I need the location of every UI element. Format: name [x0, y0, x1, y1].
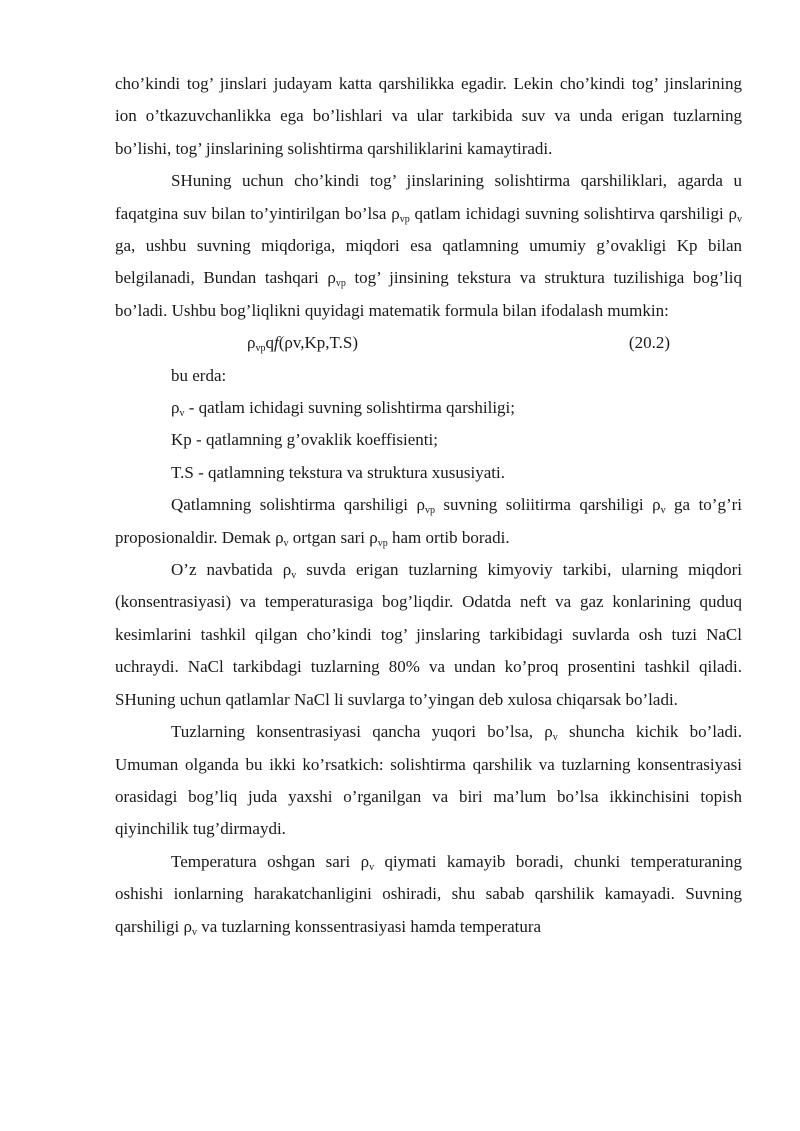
- paragraph-2: [115, 165, 742, 327]
- rho-symbol: ρ: [544, 722, 553, 742]
- text: qatlam ichidagi suvning solishtirva qarshiligi: [409, 203, 729, 223]
- formula-number: (20.2): [628, 333, 670, 353]
- subscript: vp: [255, 343, 266, 355]
- subscript: v: [660, 505, 666, 517]
- formula-args: (ρv,Kp,T.S): [278, 333, 359, 353]
- text: Temperatura oshgan sari: [171, 851, 361, 871]
- rho-symbol: ρ: [171, 398, 180, 418]
- paragraph-4: [115, 554, 742, 716]
- text: tog’ jinsining tekstura va struktura tuzilishiga bog’liq bo’ladi. Ushbu bog’liqlikni quyidagi matematik formula bilan ifodalash mumkin:: [115, 268, 742, 320]
- rho-symbol: ρ: [247, 333, 256, 353]
- subscript: v: [369, 861, 375, 873]
- text: qiymati kamayib boradi, chunki temperaturaning oshishi ionlarning harakatchanligini oshiradi, shu sabab qarshilik kamayadi. Suvning qarshiligi: [115, 851, 742, 936]
- rho-symbol: ρ: [416, 495, 425, 515]
- paragraph-1: cho’kindi tog’ jinslari judayam katta qarshilikka egadir. Lekin cho’kindi tog’ jinslarining ion o’tkazuvchanlikka ega bo’lishlari va ular tarkibida suv va unda erigan tuzlarning bo’lishi, tog’ jinslarining solishtirma qarshiliklarini kamaytiradi.: [115, 74, 742, 158]
- subscript: v: [179, 408, 185, 420]
- subscript: v: [283, 537, 289, 549]
- subscript: vp: [399, 213, 410, 225]
- definition-ts: T.S - qatlamning tekstura va struktura xususiyati.: [171, 462, 505, 482]
- subscript: v: [737, 213, 742, 225]
- rho-symbol: ρ: [327, 268, 336, 288]
- paragraph-3: [115, 489, 742, 554]
- rho-symbol: ρ: [369, 527, 378, 547]
- text: suvning soliitirma qarshiligi: [434, 495, 653, 515]
- rho-symbol: ρ: [275, 527, 284, 547]
- subscript: v: [191, 926, 197, 938]
- paragraph-6: [115, 846, 742, 943]
- paragraph-5: [115, 716, 742, 846]
- formula-expression: [247, 327, 358, 359]
- text: suvda erigan tuzlarning kimyoviy tarkibi, ularning miqdori (konsentrasiyasi) va temperaturasiga bog’liqdir. Odatda neft va gaz konlarining quduq kesimlarini tashkil qilgan cho’kindi tog’ jinslaring tarkibidagi suvlarda osh tuzi NaCl uchraydi. NaCl tarkibdagi tuzlarning 80% va undan ko’proq prosentini tashkil qiladi. SHuning uchun qatlamlar NaCl li suvlarga to’yingan deb xulosa chiqarsak bo’ladi.: [115, 560, 742, 709]
- rho-symbol: ρ: [282, 560, 292, 580]
- formula-q: q: [265, 333, 274, 353]
- formula-20-2: [115, 327, 742, 359]
- text: O’z navbatida: [171, 560, 283, 580]
- text: va tuzlarning konssentrasiyasi hamda temperatura: [196, 916, 542, 936]
- text: shuncha kichik bo’ladi. Umuman olganda bu ikki ko’rsatkich: solishtirma qarshilik va tuzlarning konsentrasiyasi orasidagi bog’liq juda yaxshi o’rganilgan va biri ma’lum bo’lsa ikkinchisini topish qiyinchilik tug’dirmaydi.: [115, 722, 742, 839]
- subscript: vp: [335, 278, 346, 290]
- text: ham ortib boradi.: [387, 527, 510, 547]
- definition-kp: Kp - qatlamning g’ovaklik koeffisienti;: [171, 430, 438, 450]
- rho-symbol: ρ: [652, 495, 661, 515]
- rho-symbol: ρ: [183, 916, 192, 936]
- text: Qatlamning solishtirma qarshiligi: [171, 495, 417, 515]
- document-page: [115, 68, 742, 943]
- formula-function: f: [273, 333, 279, 353]
- rho-symbol: ρ: [360, 851, 370, 871]
- subscript: vp: [377, 537, 388, 549]
- text: - qatlam ichidagi suvning solishtirma qarshiligi;: [184, 398, 515, 418]
- subscript: v: [291, 570, 297, 582]
- text: Tuzlarning konsentrasiyasi qancha yuqori bo’lsa,: [171, 722, 545, 742]
- text: SHuning uchun cho’kindi tog’ jinslarining solishtirma qarshiliklari, agarda u faqatgina suv bilan to’yintirilgan bo’lsa: [115, 171, 742, 223]
- definition-rho-v: [115, 392, 742, 424]
- rho-symbol: ρ: [391, 203, 400, 223]
- rho-symbol: ρ: [728, 203, 737, 223]
- bu-erda-label: bu erda:: [171, 365, 227, 385]
- subscript: vp: [424, 505, 435, 517]
- text: ortgan sari: [288, 527, 370, 547]
- text: ga to’g’ri proposionaldir. Demak: [115, 495, 742, 547]
- subscript: v: [552, 732, 558, 744]
- text: ga, ushbu suvning miqdoriga, miqdori esa qatlamning umumiy g’ovakligi Kp bilan belgilanadi, Bundan tashqari: [115, 236, 742, 288]
